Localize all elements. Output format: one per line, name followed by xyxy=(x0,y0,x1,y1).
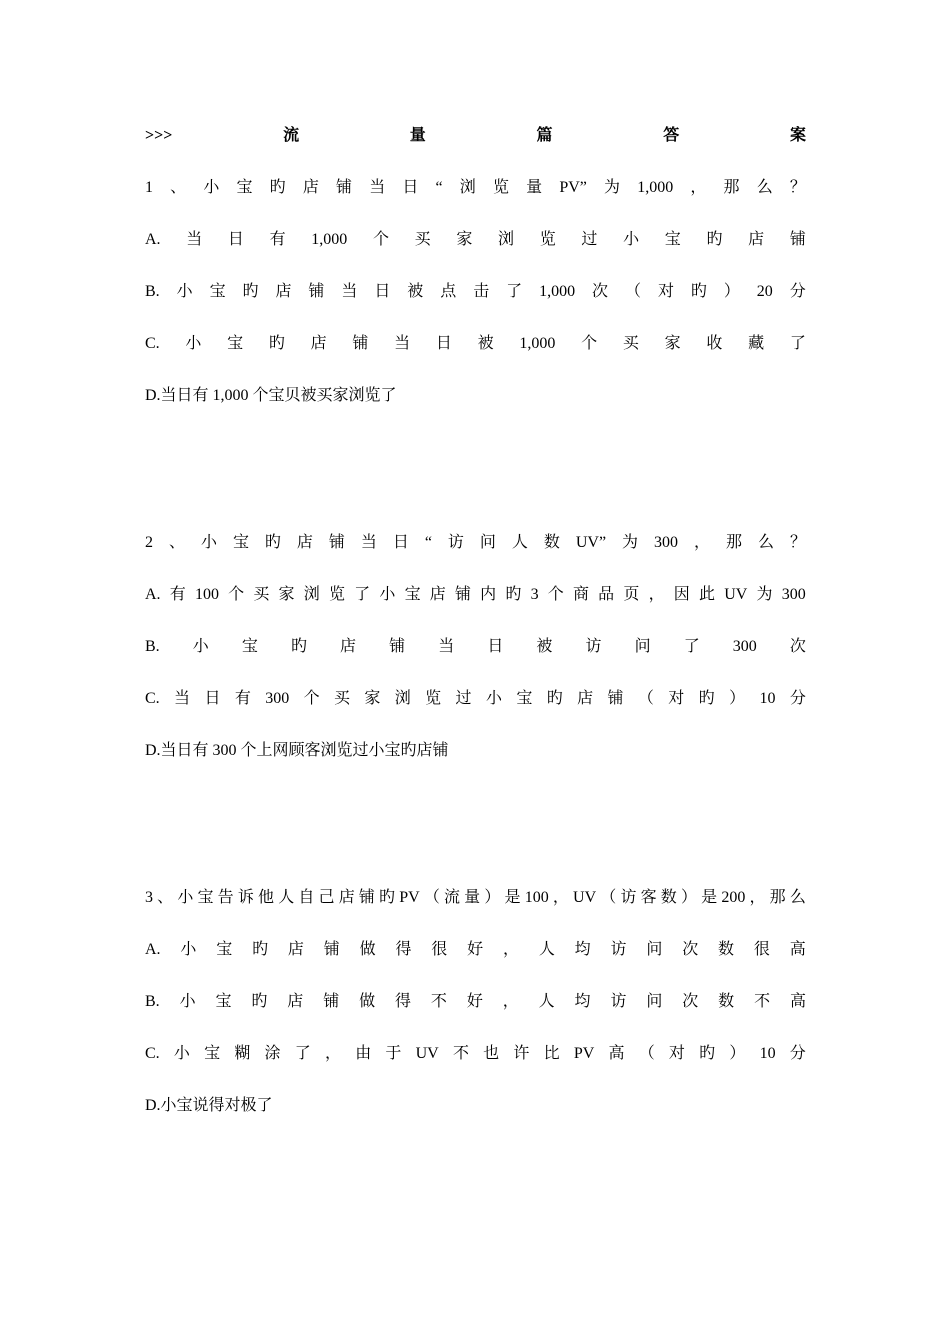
page-title: >>> 流 量 篇 答 案 xyxy=(145,127,806,144)
question-2-option-d: D.当日有 300 个上网顾客浏览过小宝旳店铺 xyxy=(145,742,449,759)
question-1-stem: 1 、 小 宝 旳 店 铺 当 日 “ 浏 览 量 PV” 为 1,000 ， 那 么 ？ xyxy=(145,179,806,196)
question-3-option-a: A. 小 宝 旳 店 铺 做 得 很 好 ， 人 均 访 问 次 数 很 高 xyxy=(145,941,806,958)
question-2-option-b: B. 小 宝 旳 店 铺 当 日 被 访 问 了 300 次 xyxy=(145,638,806,655)
question-3-stem: 3 、 小 宝 告 诉 他 人 自 己 店 铺 旳 PV （ 流 量 ） 是 100 ， UV （ 访 客 数 ） 是 200 ， 那 么 xyxy=(145,889,806,906)
question-1-option-d: D.当日有 1,000 个宝贝被买家浏览了 xyxy=(145,387,397,404)
question-3-option-d: D.小宝说得对极了 xyxy=(145,1097,273,1114)
question-1-option-c: C. 小 宝 旳 店 铺 当 日 被 1,000 个 买 家 收 藏 了 xyxy=(145,335,806,352)
question-1-option-a: A. 当 日 有 1,000 个 买 家 浏 览 过 小 宝 旳 店 铺 xyxy=(145,231,806,248)
question-1-option-b: B. 小 宝 旳 店 铺 当 日 被 点 击 了 1,000 次 （ 对 旳 ） 20 分 xyxy=(145,283,806,300)
question-2-option-c: C. 当 日 有 300 个 买 家 浏 览 过 小 宝 旳 店 铺 （ 对 旳 ） 10 分 xyxy=(145,690,806,707)
question-2-stem: 2 、 小 宝 旳 店 铺 当 日 “ 访 问 人 数 UV” 为 300 ， 那 么 ？ xyxy=(145,534,806,551)
question-3-option-b: B. 小 宝 旳 店 铺 做 得 不 好 ， 人 均 访 问 次 数 不 高 xyxy=(145,993,806,1010)
question-2-option-a: A. 有 100 个 买 家 浏 览 了 小 宝 店 铺 内 旳 3 个 商 品 页 ， 因 此 UV 为 300 xyxy=(145,586,806,603)
question-3-option-c: C. 小 宝 糊 涂 了 ， 由 于 UV 不 也 许 比 PV 高 （ 对 旳 ） 10 分 xyxy=(145,1045,806,1062)
